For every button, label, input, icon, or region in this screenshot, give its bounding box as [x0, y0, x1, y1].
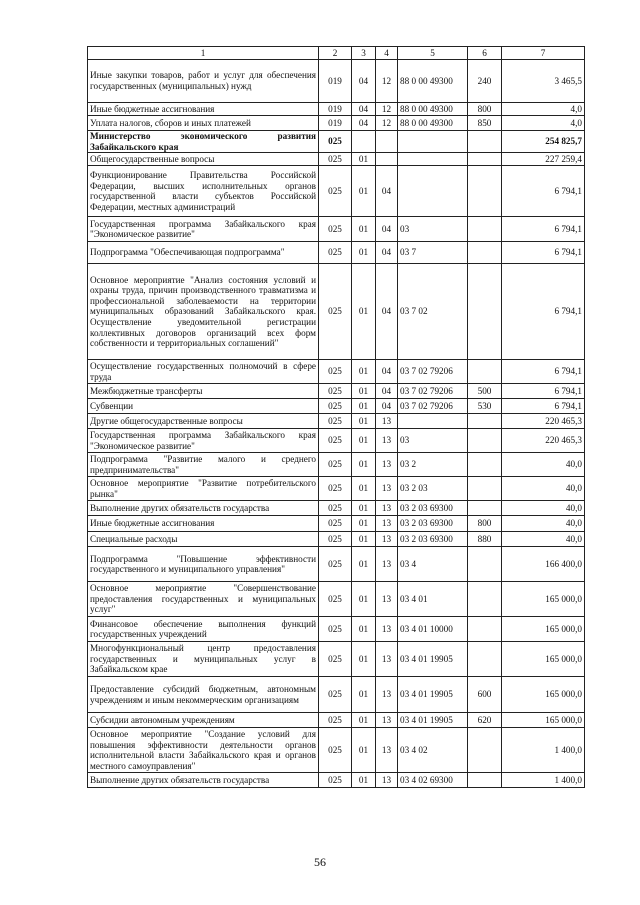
expense-type-code: [468, 217, 502, 242]
section-code: 01: [352, 360, 376, 384]
table-row: [88, 501, 585, 516]
expense-type-code: 240: [468, 60, 502, 103]
expense-type-code: [468, 360, 502, 384]
subsection-code: 04: [376, 166, 398, 217]
ministry-code: 025: [319, 166, 352, 217]
amount: 165 000,0: [502, 642, 585, 677]
section-code: 01: [352, 384, 376, 399]
expense-type-code: 600: [468, 677, 502, 713]
amount: 165 000,0: [502, 582, 585, 617]
amount: 40,0: [502, 501, 585, 516]
ministry-code: 025: [319, 242, 352, 264]
row-label: Подпрограмма "Обеспечивающая подпрограмма": [88, 242, 319, 264]
section-code: 01: [352, 728, 376, 773]
target-item-code: 88 0 00 49300: [398, 60, 468, 103]
row-label: Иные закупки товаров, работ и услуг для обеспечения государственных (муниципальных) нужд: [88, 60, 319, 103]
row-label: Общегосударственные вопросы: [88, 153, 319, 166]
table-row: [88, 217, 585, 242]
target-item-code: 03 4 01 19905: [398, 677, 468, 713]
target-item-code: 03 4 01 19905: [398, 713, 468, 728]
expense-type-code: [468, 773, 502, 788]
table-row: [88, 617, 585, 642]
amount: 254 825,7: [502, 131, 585, 153]
subsection-code: 04: [376, 360, 398, 384]
table-row: [88, 166, 585, 217]
column-header: 5: [398, 47, 468, 60]
column-header: 1: [88, 47, 319, 60]
amount: 165 000,0: [502, 677, 585, 713]
row-label: Основное мероприятие "Создание условий для повышения эффективности деятельности органов исполнительной власти Забайкальского края и органов местного самоуправления": [88, 728, 319, 773]
expense-type-code: 530: [468, 399, 502, 414]
expense-type-code: [468, 166, 502, 217]
table-row: [88, 773, 585, 788]
table-row: [88, 677, 585, 713]
target-item-code: [398, 131, 468, 153]
section-code: 01: [352, 217, 376, 242]
column-header: 4: [376, 47, 398, 60]
target-item-code: 03 4 02 69300: [398, 773, 468, 788]
target-item-code: 03 7 02: [398, 264, 468, 360]
target-item-code: 03 7 02 79206: [398, 399, 468, 414]
amount: 3 465,5: [502, 60, 585, 103]
subsection-code: 04: [376, 242, 398, 264]
target-item-code: [398, 166, 468, 217]
section-code: 01: [352, 547, 376, 582]
table-row: [88, 532, 585, 547]
expense-type-code: [468, 617, 502, 642]
row-label: Подпрограмма "Повышение эффективности государственного и муниципального управления": [88, 547, 319, 582]
subsection-code: 13: [376, 532, 398, 547]
amount: 1 400,0: [502, 728, 585, 773]
expense-type-code: [468, 242, 502, 264]
section-code: 01: [352, 264, 376, 360]
subsection-code: 04: [376, 384, 398, 399]
table-row: [88, 728, 585, 773]
target-item-code: 03 7 02 79206: [398, 360, 468, 384]
expense-type-code: 880: [468, 532, 502, 547]
section-code: 01: [352, 399, 376, 414]
amount: 227 259,4: [502, 153, 585, 166]
table-row: [88, 103, 585, 116]
table-row: [88, 116, 585, 131]
subsection-code: 04: [376, 264, 398, 360]
column-header-row: [88, 47, 585, 60]
subsection-code: 04: [376, 217, 398, 242]
ministry-code: 019: [319, 116, 352, 131]
row-label: Межбюджетные трансферты: [88, 384, 319, 399]
table-row: [88, 547, 585, 582]
row-label: Основное мероприятие "Анализ состояния условий и охраны труда, причин производственного травматизма и профессиональной заболеваемости на территории муниципальных образований Забайкальского края. Осуществление уведомительной регистрации коллективных договоров организаций всех форм собственности и территориальных соглашений": [88, 264, 319, 360]
ministry-code: 025: [319, 642, 352, 677]
subsection-code: 13: [376, 414, 398, 429]
row-label: Финансовое обеспечение выполнения функций государственных учреждений: [88, 617, 319, 642]
section-code: 04: [352, 103, 376, 116]
ministry-code: 025: [319, 501, 352, 516]
section-code: 01: [352, 501, 376, 516]
section-code: 01: [352, 166, 376, 217]
target-item-code: 03 4 01 10000: [398, 617, 468, 642]
subsection-code: 13: [376, 516, 398, 532]
expense-type-code: [468, 131, 502, 153]
table-row: [88, 131, 585, 153]
ministry-code: 025: [319, 516, 352, 532]
ministry-code: 025: [319, 399, 352, 414]
ministry-code: 025: [319, 773, 352, 788]
ministry-code: 025: [319, 547, 352, 582]
expense-type-code: [468, 501, 502, 516]
target-item-code: 03 2 03: [398, 477, 468, 501]
target-item-code: 03 4 01 19905: [398, 642, 468, 677]
amount: 220 465,3: [502, 429, 585, 453]
amount: 6 794,1: [502, 166, 585, 217]
target-item-code: 88 0 00 49300: [398, 116, 468, 131]
ministry-code: 025: [319, 728, 352, 773]
expense-type-code: [468, 264, 502, 360]
section-code: 04: [352, 116, 376, 131]
subsection-code: 13: [376, 677, 398, 713]
amount: 6 794,1: [502, 360, 585, 384]
subsection-code: 13: [376, 713, 398, 728]
subsection-code: 13: [376, 477, 398, 501]
ministry-code: 025: [319, 582, 352, 617]
target-item-code: 03 2 03 69300: [398, 532, 468, 547]
table-row: [88, 642, 585, 677]
ministry-code: 019: [319, 60, 352, 103]
subsection-code: 12: [376, 60, 398, 103]
subsection-code: [376, 153, 398, 166]
expense-type-code: 620: [468, 713, 502, 728]
target-item-code: 03: [398, 217, 468, 242]
row-label: Выполнение других обязательств государства: [88, 773, 319, 788]
section-code: 01: [352, 516, 376, 532]
amount: 6 794,1: [502, 217, 585, 242]
expense-type-code: 850: [468, 116, 502, 131]
row-label: Иные бюджетные ассигнования: [88, 103, 319, 116]
subsection-code: 13: [376, 429, 398, 453]
section-code: 01: [352, 453, 376, 477]
column-header: 2: [319, 47, 352, 60]
row-label: Специальные расходы: [88, 532, 319, 547]
row-label: Основное мероприятие "Совершенствование предоставления государственных и муниципальных услуг": [88, 582, 319, 617]
subsection-code: 12: [376, 103, 398, 116]
subsection-code: 13: [376, 582, 398, 617]
budget-table-container: [87, 46, 584, 788]
table-row: [88, 429, 585, 453]
expense-type-code: [468, 582, 502, 617]
row-label: Министерство экономического развития Забайкальского края: [88, 131, 319, 153]
subsection-code: 04: [376, 399, 398, 414]
expense-type-code: 800: [468, 103, 502, 116]
amount: 6 794,1: [502, 242, 585, 264]
amount: 6 794,1: [502, 264, 585, 360]
row-label: Другие общегосударственные вопросы: [88, 414, 319, 429]
amount: 220 465,3: [502, 414, 585, 429]
amount: 40,0: [502, 532, 585, 547]
table-row: [88, 453, 585, 477]
ministry-code: 025: [319, 131, 352, 153]
table-row: [88, 399, 585, 414]
table-row: [88, 713, 585, 728]
table-row: [88, 153, 585, 166]
row-label: Выполнение других обязательств государства: [88, 501, 319, 516]
row-label: Предоставление субсидий бюджетным, автономным учреждениям и иным некоммерческим организациям: [88, 677, 319, 713]
section-code: 01: [352, 477, 376, 501]
row-label: Уплата налогов, сборов и иных платежей: [88, 116, 319, 131]
amount: 6 794,1: [502, 384, 585, 399]
table-row: [88, 516, 585, 532]
table-row: [88, 477, 585, 501]
row-label: Государственная программа Забайкальского края "Экономическое развитие": [88, 217, 319, 242]
expense-type-code: [468, 429, 502, 453]
row-label: Функционирование Правительства Российской Федерации, высших исполнительных органов государственной власти субъектов Российской Федерации, местных администраций: [88, 166, 319, 217]
subsection-code: 13: [376, 773, 398, 788]
column-header: 3: [352, 47, 376, 60]
expense-type-code: [468, 414, 502, 429]
ministry-code: 025: [319, 532, 352, 547]
target-item-code: 03: [398, 429, 468, 453]
section-code: 01: [352, 429, 376, 453]
row-label: Иные бюджетные ассигнования: [88, 516, 319, 532]
ministry-code: 025: [319, 429, 352, 453]
ministry-code: 025: [319, 217, 352, 242]
ministry-code: 025: [319, 414, 352, 429]
section-code: 01: [352, 617, 376, 642]
table-row: [88, 414, 585, 429]
expense-type-code: [468, 477, 502, 501]
amount: 4,0: [502, 103, 585, 116]
amount: 40,0: [502, 477, 585, 501]
target-item-code: 03 4: [398, 547, 468, 582]
target-item-code: 03 7 02 79206: [398, 384, 468, 399]
expense-type-code: 500: [468, 384, 502, 399]
amount: 40,0: [502, 516, 585, 532]
subsection-code: 13: [376, 728, 398, 773]
amount: 165 000,0: [502, 617, 585, 642]
subsection-code: 13: [376, 642, 398, 677]
amount: 40,0: [502, 453, 585, 477]
table-row: [88, 384, 585, 399]
target-item-code: 03 2 03 69300: [398, 516, 468, 532]
target-item-code: [398, 153, 468, 166]
target-item-code: 03 4 01: [398, 582, 468, 617]
subsection-code: 13: [376, 501, 398, 516]
amount: 165 000,0: [502, 713, 585, 728]
section-code: [352, 131, 376, 153]
section-code: 01: [352, 642, 376, 677]
section-code: 01: [352, 242, 376, 264]
ministry-code: 019: [319, 103, 352, 116]
section-code: 01: [352, 677, 376, 713]
expense-type-code: [468, 642, 502, 677]
ministry-code: 025: [319, 617, 352, 642]
target-item-code: 03 4 02: [398, 728, 468, 773]
table-row: [88, 60, 585, 103]
section-code: 01: [352, 773, 376, 788]
target-item-code: 03 7: [398, 242, 468, 264]
table-row: [88, 360, 585, 384]
subsection-code: 12: [376, 116, 398, 131]
expense-type-code: 800: [468, 516, 502, 532]
ministry-code: 025: [319, 360, 352, 384]
amount: 166 400,0: [502, 547, 585, 582]
expense-type-code: [468, 547, 502, 582]
target-item-code: [398, 414, 468, 429]
expense-type-code: [468, 153, 502, 166]
expense-type-code: [468, 453, 502, 477]
subsection-code: 13: [376, 617, 398, 642]
table-row: [88, 242, 585, 264]
row-label: Основное мероприятие "Развитие потребительского рынка": [88, 477, 319, 501]
row-label: Государственная программа Забайкальского края "Экономическое развитие": [88, 429, 319, 453]
section-code: 01: [352, 153, 376, 166]
ministry-code: 025: [319, 477, 352, 501]
amount: 4,0: [502, 116, 585, 131]
section-code: 04: [352, 60, 376, 103]
section-code: 01: [352, 713, 376, 728]
row-label: Субвенции: [88, 399, 319, 414]
row-label: Многофункциональный центр предоставления государственных и муниципальных услуг в Забайкальском крае: [88, 642, 319, 677]
subsection-code: 13: [376, 547, 398, 582]
ministry-code: 025: [319, 153, 352, 166]
section-code: 01: [352, 414, 376, 429]
column-header: 6: [468, 47, 502, 60]
ministry-code: 025: [319, 713, 352, 728]
budget-table: [87, 46, 585, 788]
expense-type-code: [468, 728, 502, 773]
target-item-code: 88 0 00 49300: [398, 103, 468, 116]
amount: 6 794,1: [502, 399, 585, 414]
subsection-code: [376, 131, 398, 153]
ministry-code: 025: [319, 264, 352, 360]
row-label: Субсидии автономным учреждениям: [88, 713, 319, 728]
table-row: [88, 582, 585, 617]
section-code: 01: [352, 582, 376, 617]
ministry-code: 025: [319, 384, 352, 399]
ministry-code: 025: [319, 677, 352, 713]
target-item-code: 03 2 03 69300: [398, 501, 468, 516]
row-label: Подпрограмма "Развитие малого и среднего предпринимательства": [88, 453, 319, 477]
target-item-code: 03 2: [398, 453, 468, 477]
section-code: 01: [352, 532, 376, 547]
amount: 1 400,0: [502, 773, 585, 788]
page-number: 56: [314, 855, 326, 869]
row-label: Осуществление государственных полномочий в сфере труда: [88, 360, 319, 384]
ministry-code: 025: [319, 453, 352, 477]
column-header: 7: [502, 47, 585, 60]
table-row: [88, 264, 585, 360]
subsection-code: 13: [376, 453, 398, 477]
